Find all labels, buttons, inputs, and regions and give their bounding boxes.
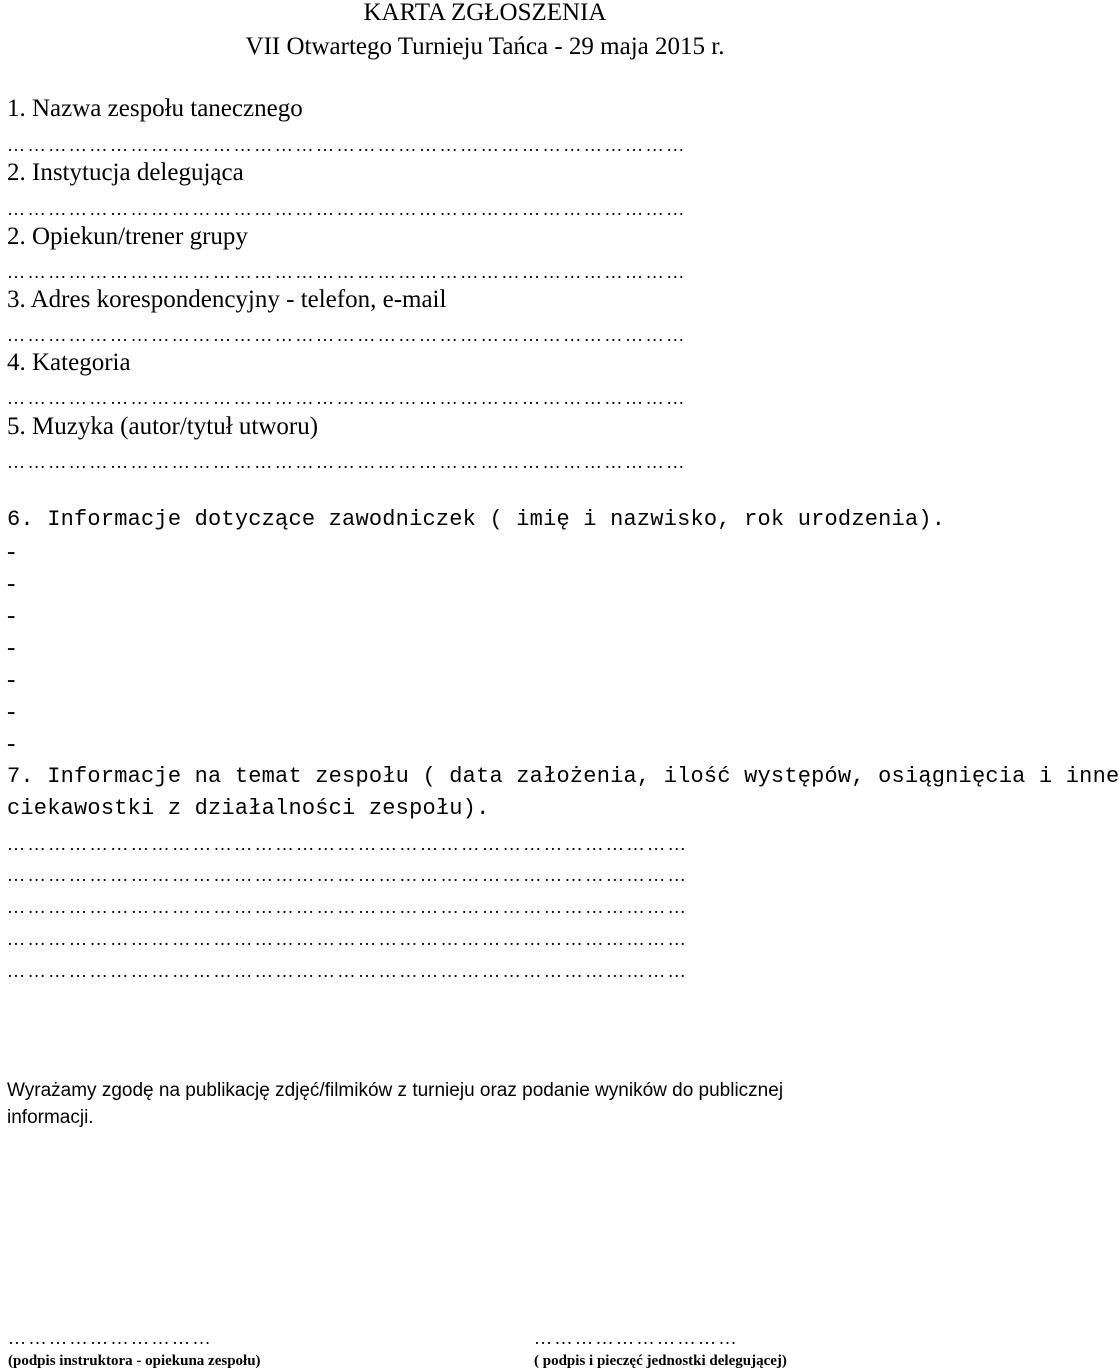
field-blank-music[interactable]: ……………………………………………………………………………………… [7, 452, 687, 472]
signature-line-instructor[interactable]: ………………………… [8, 1328, 213, 1348]
field-blank-institution[interactable]: ……………………………………………………………………………………… [7, 199, 687, 219]
consent-text-line1: Wyrażamy zgodę na publikację zdjęć/filmików z turnieju oraz podanie wyników do publicznej [7, 1080, 784, 1101]
dancer-entry[interactable]: - [7, 602, 16, 629]
dancer-entry[interactable]: - [7, 666, 16, 693]
section7-label-line2: ciekawostki z działalności zespołu). [7, 796, 490, 821]
dancer-entry[interactable]: - [7, 634, 16, 661]
field-label-coach: 2. Opiekun/trener grupy [7, 223, 248, 250]
field-blank-coach[interactable]: ……………………………………………………………………………………… [7, 262, 687, 282]
field-blank-team-name[interactable]: ……………………………………………………………………………………… [7, 135, 687, 155]
dancer-entry[interactable]: - [7, 730, 16, 757]
field-blank-category[interactable]: ……………………………………………………………………………………… [7, 388, 687, 408]
section7-blank[interactable]: ……………………………………………………………………………………… [7, 897, 689, 917]
consent-text-line2: informacji. [7, 1107, 94, 1128]
field-label-category: 4. Kategoria [7, 349, 131, 376]
section7-label-line1: 7. Informacje na temat zespołu ( data założenia, ilość występów, osiągnięcia i inne [7, 764, 1119, 789]
section7-blank[interactable]: ……………………………………………………………………………………… [7, 961, 689, 981]
section7-blank[interactable]: ……………………………………………………………………………………… [7, 929, 689, 949]
dancer-entry[interactable]: - [7, 698, 16, 725]
section7-blank[interactable]: ……………………………………………………………………………………… [7, 834, 689, 854]
signature-label-institution: ( podpis i pieczęć jednostki delegującej) [534, 1353, 787, 1369]
section6-label: 6. Informacje dotyczące zawodniczek ( imię i nazwisko, rok urodzenia). [7, 507, 946, 532]
signature-label-instructor: (podpis instruktora - opiekuna zespołu) [8, 1353, 261, 1369]
field-label-music: 5. Muzyka (autor/tytuł utworu) [7, 413, 319, 440]
section7-blank[interactable]: ……………………………………………………………………………………… [7, 865, 689, 885]
field-label-institution: 2. Instytucja delegująca [7, 159, 244, 186]
dancer-entry[interactable]: - [7, 538, 16, 565]
signature-line-institution[interactable]: ………………………… [534, 1328, 739, 1348]
field-blank-address[interactable]: ……………………………………………………………………………………… [7, 325, 687, 345]
dancer-entry[interactable]: - [7, 570, 16, 597]
field-label-address: 3. Adres korespondencyjny - telefon, e-mail [7, 286, 447, 313]
form-subtitle: VII Otwartego Turnieju Tańca - 29 maja 2015 r. [245, 33, 725, 60]
field-label-team-name: 1. Nazwa zespołu tanecznego [7, 95, 303, 122]
form-title: KARTA ZGŁOSZENIA [363, 0, 607, 26]
